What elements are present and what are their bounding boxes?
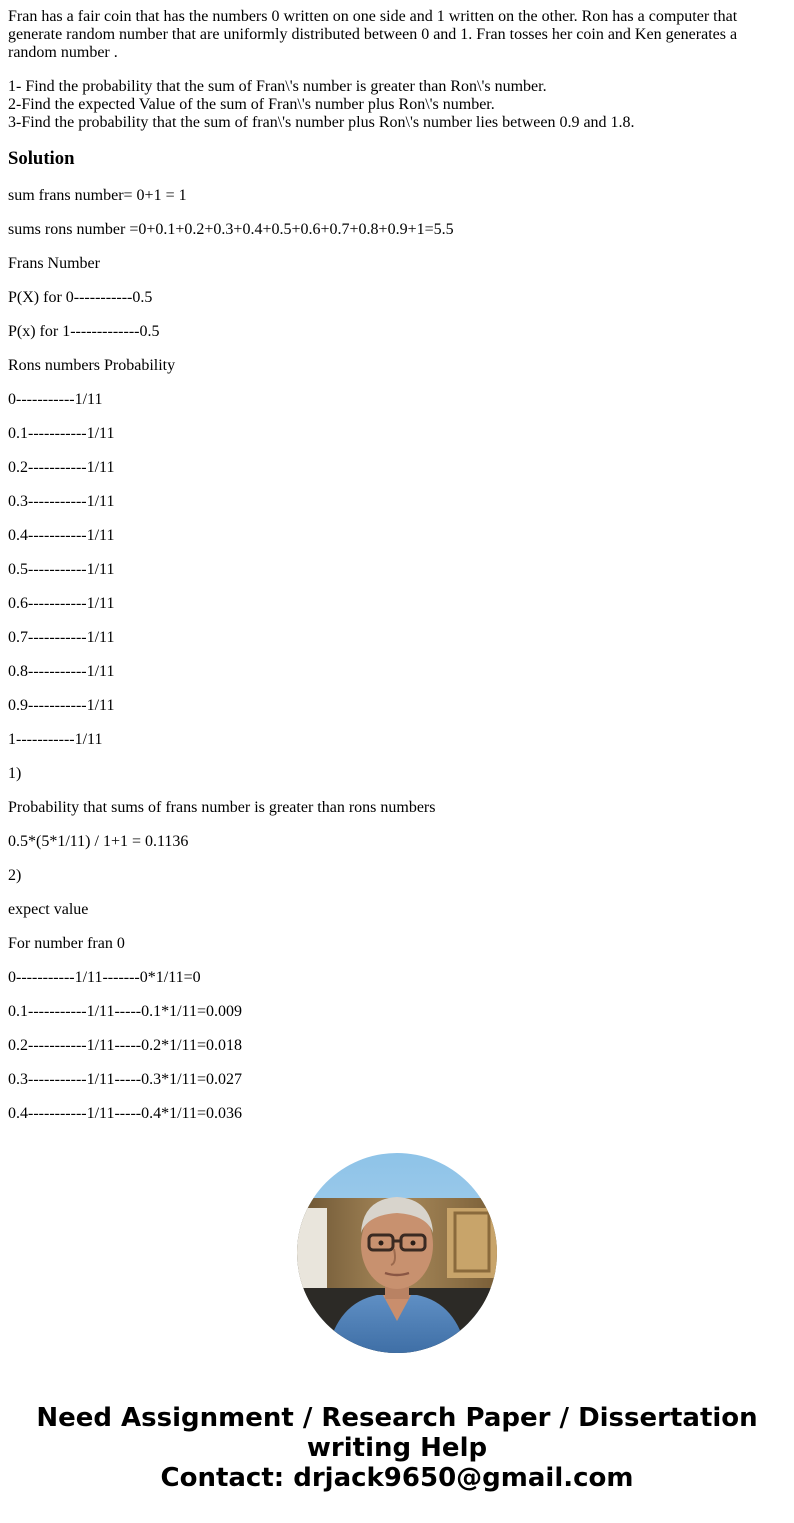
promo-contact[interactable]: Contact: drjack9650@gmail.com (160, 1463, 634, 1493)
solution-line: 2) (8, 867, 22, 884)
solution-line: 0.8-----------1/11 (8, 663, 115, 680)
solution-line: 0.5*(5*1/11) / 1+1 = 0.1136 (8, 833, 189, 850)
question-parts (8, 78, 786, 132)
solution-line: 1) (8, 765, 22, 782)
solution-line: 0-----------1/11-------0*1/11=0 (8, 969, 201, 986)
solution-line: Rons numbers Probability (8, 357, 176, 374)
solution-lines (8, 187, 786, 1123)
question-part: 3-Find the probability that the sum of fran\'s number plus Ron\'s number lies between 0.9 and 1.8. (8, 114, 635, 131)
question-part: 2-Find the expected Value of the sum of Fran\'s number plus Ron\'s number. (8, 96, 495, 113)
solution-line: 0.2-----------1/11 (8, 459, 115, 476)
question-text: Fran has a fair coin that has the numbers 0 written on one side and 1 written on the other. Ron has a computer that generate random number that are uniformly distributed between 0 and 1. Fran tosses her coin and Ken generates a random number . (8, 8, 738, 61)
author-avatar (297, 1153, 497, 1353)
solution-line: 0.3-----------1/11 (8, 493, 115, 510)
promo-banner (0, 1403, 794, 1493)
document-content (8, 0, 786, 1139)
solution-line: expect value (8, 901, 89, 918)
solution-line: Probability that sums of frans number is greater than rons numbers (8, 799, 436, 816)
solution-line: P(X) for 0-----------0.5 (8, 289, 153, 306)
solution-line: sums rons number =0+0.1+0.2+0.3+0.4+0.5+0.6+0.7+0.8+0.9+1=5.5 (8, 221, 454, 238)
solution-line: 0-----------1/11 (8, 391, 103, 408)
solution-line: 0.7-----------1/11 (8, 629, 115, 646)
solution-line: P(x) for 1-------------0.5 (8, 323, 160, 340)
solution-line: Frans Number (8, 255, 100, 272)
solution-line: For number fran 0 (8, 935, 125, 952)
solution-line: sum frans number= 0+1 = 1 (8, 187, 187, 204)
solution-line: 0.3-----------1/11-----0.3*1/11=0.027 (8, 1071, 242, 1088)
solution-line: 0.1-----------1/11 (8, 425, 115, 442)
author-photo-icon (297, 1153, 497, 1353)
solution-line: 0.9-----------1/11 (8, 697, 115, 714)
solution-line: 0.6-----------1/11 (8, 595, 115, 612)
solution-line: 0.4-----------1/11-----0.4*1/11=0.036 (8, 1105, 242, 1122)
promo-line: Need Assignment / Research Paper / Dissertation (36, 1403, 758, 1433)
solution-line: 1-----------1/11 (8, 731, 103, 748)
question-part: 1- Find the probability that the sum of Fran\'s number is greater than Ron\'s number. (8, 78, 547, 95)
solution-line: 0.5-----------1/11 (8, 561, 115, 578)
solution-line: 0.4-----------1/11 (8, 527, 115, 544)
solution-line: 0.1-----------1/11-----0.1*1/11=0.009 (8, 1003, 242, 1020)
solution-line: 0.2-----------1/11-----0.2*1/11=0.018 (8, 1037, 242, 1054)
promo-line: writing Help (306, 1433, 488, 1463)
solution-heading: Solution (8, 148, 75, 169)
